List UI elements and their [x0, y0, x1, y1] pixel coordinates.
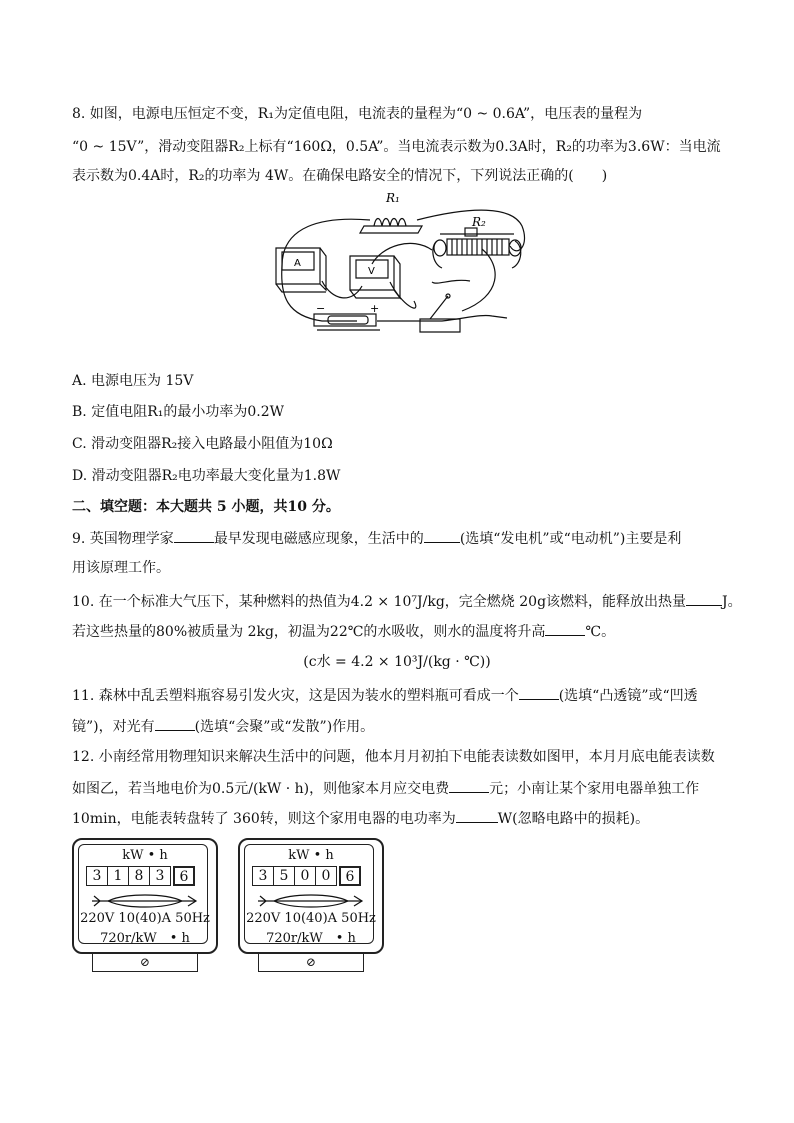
- q10-text-1: 10. 在一个标准大气压下，某种燃料的热值为4.2 × 10⁷J/kg，完全燃烧 20g该燃料，能释放出热量: [72, 594, 687, 610]
- meter-digits: [252, 866, 360, 886]
- q9-text-3: (选填“发电机”或“电动机”)主要是利: [459, 531, 682, 547]
- meter-digit: 3: [252, 866, 274, 886]
- q12-line3: [72, 808, 649, 829]
- q12-line1: 12. 小南经常用物理知识来解决生活中的问题，他本月月初拍下电能表读数如图甲，本月月底电能表读数: [72, 749, 715, 765]
- battery-plus: +: [370, 302, 380, 315]
- q12-text-2: 如图乙，若当地电价为0.5元/(kW · h)，则他家本月应交电费: [72, 781, 450, 797]
- meter-unit: kW • h: [288, 848, 334, 863]
- q11-text-1: 11. 森林中乱丢塑料瓶容易引发火灾，这是因为装水的塑料瓶可看成一个: [72, 688, 519, 704]
- q11-blank-2[interactable]: [155, 716, 195, 731]
- q11-text-4: (选填“会聚”或“发散”)作用。: [194, 719, 375, 735]
- q9-text-2: 最早发现电磁感应现象，生活中的: [213, 531, 424, 547]
- arrow-icon: [90, 893, 200, 909]
- q9-line2: 用该原理工作。: [72, 560, 170, 576]
- q9-text-1: 9. 英国物理学家: [72, 531, 174, 547]
- q8-line2: “0 ~ 15V”，滑动变阻器R₂上标有“160Ω，0.5A”。当电流表示数为0.3A时，R₂的功率为3.6W：当电流: [72, 139, 721, 155]
- meter-digit: 0: [294, 866, 316, 886]
- q12-text-5: W(忽略电路中的损耗)。: [497, 811, 650, 827]
- meter-spec-2: 720r/kW • h: [100, 931, 190, 946]
- q12-blank-1[interactable]: [449, 778, 489, 793]
- circuit-diagram: [262, 186, 542, 346]
- q8-option-a: A. 电源电压为 15V: [72, 373, 194, 389]
- meter-digit-decimal: 6: [339, 866, 361, 886]
- q12-text-4: 10min，电能表转盘转了 360转，则这个家用电器的电功率为: [72, 811, 456, 827]
- meter-digit: 3: [86, 866, 108, 886]
- q10-line2: [72, 621, 615, 642]
- voltmeter-label: V: [368, 266, 375, 277]
- q10-line1: [72, 591, 742, 612]
- battery-minus: −: [316, 302, 326, 315]
- ammeter-label: A: [294, 258, 301, 269]
- q9-blank-2[interactable]: [424, 528, 460, 543]
- meter-unit: kW • h: [122, 848, 168, 863]
- section-heading: 二、填空题：本大题共 5 小题，共10 分。: [72, 499, 340, 515]
- q11-line1: [72, 685, 698, 706]
- q11-text-2: (选填“凸透镜”或“凹透: [558, 688, 698, 704]
- meter-digit: 3: [149, 866, 171, 886]
- q10-text-3: 若这些热量的80%被质量为 2kg，初温为22℃的水吸收，则水的温度将升高: [72, 624, 546, 640]
- q9-blank-1[interactable]: [174, 528, 214, 543]
- meter-spec-1: 220V 10(40)A 50Hz: [80, 911, 210, 926]
- q8-option-c: C. 滑动变阻器R₂接入电路最小阻值为10Ω: [72, 436, 333, 452]
- meter-spec-2: 720r/kW • h: [266, 931, 356, 946]
- arrow-icon: [256, 893, 366, 909]
- r1-label: R₁: [386, 191, 400, 205]
- q12-line2: [72, 778, 699, 799]
- q10-blank-2[interactable]: [545, 621, 585, 636]
- q8-line1: 8. 如图，电源电压恒定不变，R₁为定值电阻，电流表的量程为“0 ~ 0.6A”，电压表的量程为: [72, 106, 643, 122]
- meter-digit: 1: [107, 866, 129, 886]
- q11-blank-1[interactable]: [519, 685, 559, 700]
- q12-blank-2[interactable]: [456, 808, 498, 823]
- meter-digit: 8: [128, 866, 150, 886]
- meter-digit: 0: [315, 866, 337, 886]
- r2-label: R₂: [472, 215, 486, 229]
- meter-base: ⊘: [258, 952, 364, 972]
- q8-option-b: B. 定值电阻R₁的最小功率为0.2W: [72, 404, 284, 420]
- meter-base: ⊘: [92, 952, 198, 972]
- energy-meter-jia: [72, 838, 218, 974]
- q11-line2: [72, 716, 374, 737]
- q9-line1: [72, 528, 681, 549]
- meter-spec-1: 220V 10(40)A 50Hz: [246, 911, 376, 926]
- q10-formula: (c水 = 4.2 × 10³J/(kg · ℃)): [303, 654, 491, 670]
- meter-digits: [86, 866, 194, 886]
- q8-line3: 表示数为0.4A时，R₂的功率为 4W。在确保电路安全的情况下，下列说法正确的( ): [72, 168, 608, 184]
- meter-digit-decimal: 6: [173, 866, 195, 886]
- q10-text-4: ℃。: [585, 624, 616, 640]
- q10-text-2: J。: [722, 594, 742, 610]
- q8-option-d: D. 滑动变阻器R₂电功率最大变化量为1.8W: [72, 468, 341, 484]
- meter-digit: 5: [273, 866, 295, 886]
- q11-text-3: 镜”)，对光有: [72, 719, 155, 735]
- q12-text-3: 元；小南让某个家用电器单独工作: [489, 781, 700, 797]
- energy-meter-yi: [238, 838, 384, 974]
- q10-blank-1[interactable]: [686, 591, 722, 606]
